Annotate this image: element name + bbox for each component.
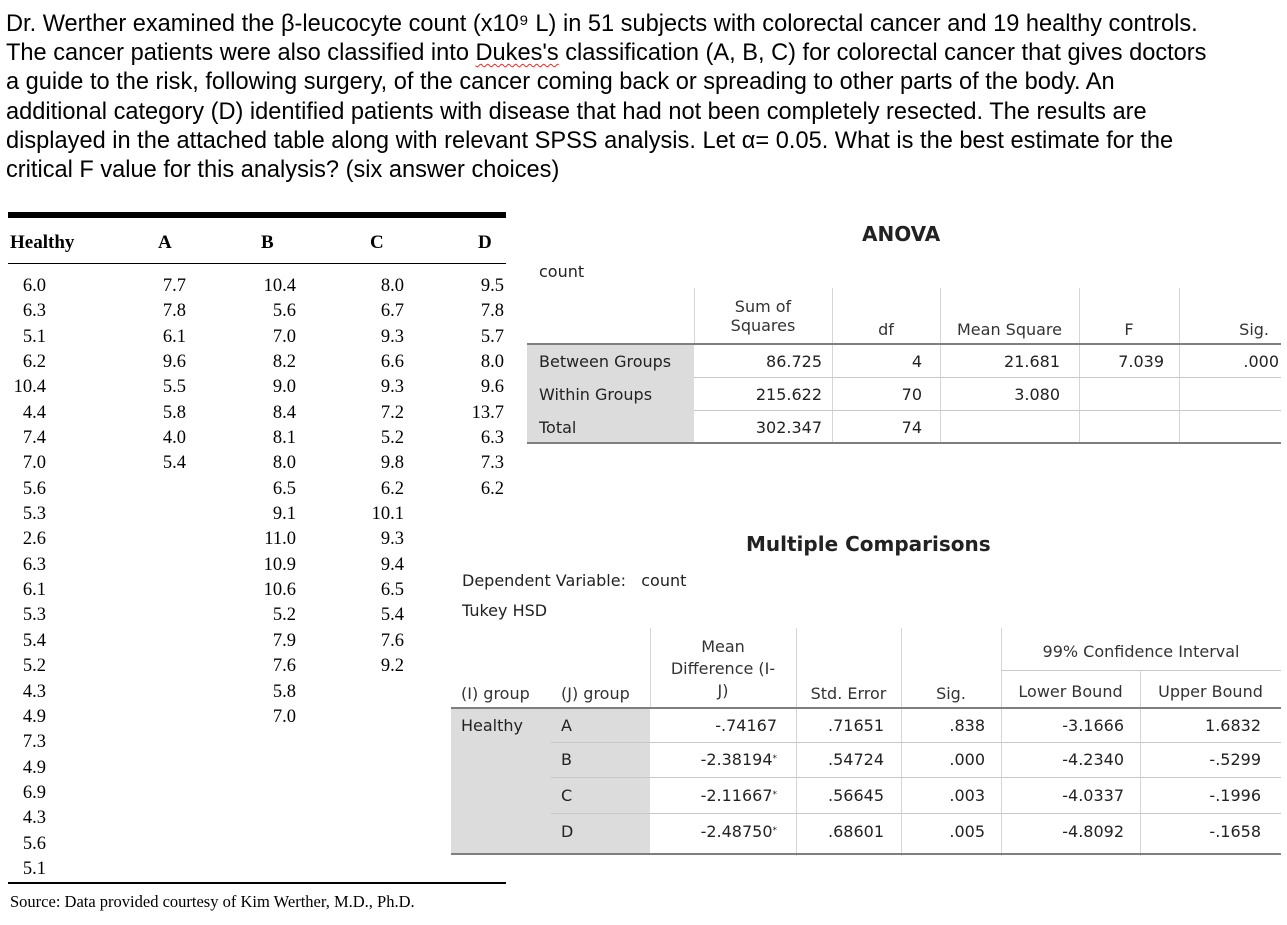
data-cell: 4.0: [162, 428, 186, 449]
header-i-group: (I) group: [461, 683, 530, 703]
row-label: Within Groups: [539, 384, 653, 404]
data-cell: 6.6: [380, 352, 404, 373]
column-header-d: D: [478, 232, 492, 253]
data-cell: 5.3: [22, 504, 46, 525]
cell-mean-difference: [650, 744, 777, 774]
data-cell: 13.7: [471, 402, 504, 423]
header-sum-of-squares: [694, 288, 832, 344]
significance-star: *: [772, 754, 777, 764]
table-bottom-rule: [451, 853, 1281, 855]
data-cell: 10.9: [263, 554, 296, 575]
header-upper-bound: Upper Bound: [1158, 681, 1263, 701]
row-label: Between Groups: [539, 351, 672, 371]
data-cell: 9.8: [380, 453, 404, 474]
mean-difference-value: -.74167: [715, 715, 777, 735]
cell-upper-bound: -.1658: [1209, 821, 1261, 841]
data-cell: 6.9: [22, 782, 46, 803]
header-sig: Sig.: [936, 683, 966, 703]
method-label: Tukey HSD: [462, 601, 548, 620]
header-lower-bound: Lower Bound: [1018, 681, 1123, 701]
cell-mean-difference: [650, 816, 777, 846]
header-text: J): [717, 681, 729, 700]
cell-ms: 21.681: [1004, 351, 1060, 371]
cell-sig: .000: [949, 749, 985, 769]
cell-sig: .003: [949, 785, 985, 805]
spellcheck-flagged-word: Dukes's: [475, 40, 559, 67]
data-cell: 8.4: [272, 402, 296, 423]
data-cell: 5.8: [272, 681, 296, 702]
data-cell: 8.2: [272, 352, 296, 373]
data-cell: 9.2: [380, 656, 404, 677]
data-cell: 6.5: [380, 580, 404, 601]
data-cell: 5.4: [22, 630, 46, 651]
cell-upper-bound: 1.6832: [1205, 715, 1261, 735]
data-cell: 9.3: [380, 529, 404, 550]
data-cell: 9.6: [480, 377, 504, 398]
anova-title: ANOVA: [862, 222, 941, 246]
cell-ss: 86.725: [766, 351, 822, 371]
header-rule: [451, 707, 1281, 709]
cell-ms: 3.080: [1014, 384, 1060, 404]
data-cell: 6.3: [480, 428, 504, 449]
data-cell: 6.5: [272, 478, 296, 499]
data-cell: 7.0: [272, 326, 296, 347]
cell-std-error: .56645: [828, 785, 884, 805]
header-rule: [8, 263, 506, 264]
data-cell: 9.3: [380, 326, 404, 347]
cell-df: 74: [901, 417, 922, 437]
column-header-b: B: [261, 232, 274, 253]
data-cell: 5.5: [162, 377, 186, 398]
question-line: [6, 39, 1284, 68]
header-f: F: [1124, 319, 1134, 339]
data-cell: 7.0: [22, 453, 46, 474]
data-cell: 4.3: [22, 808, 46, 829]
data-cell: 9.3: [380, 377, 404, 398]
table-bottom-rule: [527, 442, 1281, 444]
data-cell: 5.2: [272, 605, 296, 626]
question-fragment: classification (A, B, C) for colorectal cancer that gives doctors: [558, 40, 1207, 67]
data-cell: 8.0: [480, 352, 504, 373]
column-header-healthy: Healthy: [10, 232, 75, 253]
data-cell: 7.2: [380, 402, 404, 423]
row-rule: [551, 742, 1281, 743]
data-cell: 10.6: [263, 580, 296, 601]
cell-std-error: .54724: [828, 749, 884, 769]
mean-difference-value: -2.48750: [700, 821, 773, 841]
data-cell: 10.4: [13, 377, 46, 398]
cell-lower-bound: -4.8092: [1062, 821, 1124, 841]
data-cell: 5.8: [162, 402, 186, 423]
cell-ss: 215.622: [755, 384, 822, 404]
header-std-error: Std. Error: [810, 683, 887, 703]
data-cell: 7.8: [162, 301, 186, 322]
cell-lower-bound: -4.0337: [1062, 785, 1124, 805]
data-cell: 2.6: [22, 529, 46, 550]
data-cell: 5.1: [22, 326, 46, 347]
question-line: additional category (D) identified patients with disease that had not been completely resected. The results are: [6, 98, 1147, 125]
header-text: Difference (I-: [670, 659, 776, 678]
data-cell: 5.7: [480, 326, 504, 347]
data-cell: 5.4: [380, 605, 404, 626]
header-j-group: (J) group: [561, 683, 630, 703]
data-cell: 6.2: [22, 352, 46, 373]
header-confidence-interval: 99% Confidence Interval: [1042, 641, 1240, 661]
data-cell: 10.1: [371, 504, 404, 525]
row-rule: [551, 777, 1281, 778]
cell-sig: .838: [949, 715, 985, 735]
j-group-value: C: [561, 785, 573, 805]
data-cell: 11.0: [264, 529, 296, 550]
row-rule: [551, 813, 1281, 814]
data-cell: 8.1: [272, 428, 296, 449]
raw-data-table: [8, 212, 506, 892]
i-group-value: Healthy: [461, 715, 524, 735]
cell-lower-bound: -4.2340: [1062, 749, 1124, 769]
row-label: Total: [539, 417, 577, 437]
column-healthy-values: [8, 274, 46, 882]
cell-upper-bound: -.5299: [1209, 749, 1261, 769]
dependent-label: Dependent Variable:: [462, 571, 626, 590]
multiple-comparisons-title: Multiple Comparisons: [746, 532, 991, 556]
data-cell: 5.2: [22, 656, 46, 677]
dependent-variable-line: [462, 571, 686, 590]
question-line: Dr. Werther examined the β-leucocyte count (x10⁹ L) in 51 subjects with colorectal cancer and 19 healthy controls.: [6, 11, 1198, 37]
data-cell: 6.3: [22, 301, 46, 322]
multiple-comparisons-table: [451, 628, 1281, 856]
mean-difference-value: -2.38194: [700, 749, 773, 769]
column-c-values: [358, 274, 404, 680]
significance-star: *: [772, 790, 777, 800]
data-cell: 6.2: [480, 478, 504, 499]
data-cell: 5.1: [22, 858, 46, 879]
data-cell: 5.3: [22, 605, 46, 626]
data-cell: 9.1: [272, 504, 296, 525]
cell-std-error: .68601: [828, 821, 884, 841]
cell-f: 7.039: [1118, 351, 1164, 371]
column-b-values: [248, 274, 296, 730]
cell-mean-difference: [650, 780, 777, 810]
data-cell: 6.0: [22, 276, 46, 296]
header-mean-square: Mean Square: [956, 319, 1062, 339]
data-cell: 8.0: [380, 276, 404, 296]
mean-difference-value: -2.11667: [700, 785, 773, 805]
data-cell: 7.3: [480, 453, 504, 474]
data-cell: 9.0: [272, 377, 296, 398]
cell-df: 4: [911, 351, 922, 371]
data-cell: 6.3: [22, 554, 46, 575]
data-cell: 6.7: [380, 301, 404, 322]
question-line: a guide to the risk, following surgery, of the cancer coming back or spreading to other parts of the body. An: [6, 69, 1115, 96]
data-cell: 7.9: [272, 630, 296, 651]
data-cell: 7.4: [22, 428, 46, 449]
dependent-value: count: [641, 571, 687, 590]
j-group-value: B: [561, 749, 572, 769]
data-cell: 7.6: [272, 656, 296, 677]
cell-upper-bound: -.1996: [1209, 785, 1261, 805]
cell-sig: .000: [1243, 351, 1279, 371]
anova-variable: count: [539, 262, 585, 281]
cell-ss: 302.347: [755, 417, 822, 437]
data-cell: 6.1: [22, 580, 46, 601]
data-cell: 5.4: [162, 453, 186, 474]
data-cell: 7.3: [22, 732, 46, 753]
data-cell: 5.6: [22, 833, 46, 854]
data-cell: 5.2: [380, 428, 404, 449]
data-cell: 8.0: [272, 453, 296, 474]
question-fragment: The cancer patients were also classified into: [6, 40, 476, 67]
column-a-values: [148, 274, 186, 477]
j-group-value: A: [561, 715, 572, 735]
data-cell: 4.3: [22, 681, 46, 702]
source-note: Source: Data provided courtesy of Kim Werther, M.D., Ph.D.: [10, 892, 415, 911]
data-cell: 6.2: [380, 478, 404, 499]
cell-mean-difference: [650, 710, 777, 740]
question-line: critical F value for this analysis? (six answer choices): [6, 157, 560, 184]
data-cell: 4.9: [22, 757, 46, 778]
data-cell: 4.9: [22, 706, 46, 727]
column-header-c: C: [370, 232, 384, 253]
header-text: Squares: [730, 316, 796, 335]
data-cell: 7.0: [272, 706, 296, 727]
data-cell: 5.6: [272, 301, 296, 322]
data-cell: 5.6: [22, 478, 46, 499]
column-d-values: [466, 274, 504, 502]
data-cell: 7.8: [480, 301, 504, 322]
significance-star: *: [772, 826, 777, 836]
header-text: Sum of: [734, 297, 792, 316]
cell-lower-bound: -3.1666: [1062, 715, 1124, 735]
table-top-rule: [8, 212, 506, 218]
question-line: displayed in the attached table along with relevant SPSS analysis. Let α= 0.05. What is the best estimate for the: [6, 127, 1174, 154]
data-cell: 9.4: [380, 554, 404, 575]
data-cell: 9.6: [162, 352, 186, 373]
data-cell: 6.1: [162, 326, 186, 347]
question-text: [6, 10, 1284, 185]
header-sig: Sig.: [1239, 319, 1269, 339]
table-bottom-rule: [8, 882, 506, 884]
data-cell: 4.4: [22, 402, 46, 423]
column-header-a: A: [158, 232, 172, 253]
header-df: df: [878, 319, 894, 339]
header-mean-difference: [650, 632, 796, 706]
data-cell: 7.6: [380, 630, 404, 651]
data-cell: 10.4: [263, 276, 296, 296]
j-group-value: D: [561, 821, 574, 841]
cell-df: 70: [901, 384, 922, 404]
cell-std-error: .71651: [828, 715, 884, 735]
data-cell: 9.5: [480, 276, 504, 296]
ci-header-rule: [1001, 670, 1281, 671]
header-text: Mean: [701, 637, 745, 656]
data-cell: 7.7: [162, 276, 186, 296]
cell-sig: .005: [949, 821, 985, 841]
anova-table: [527, 288, 1281, 444]
